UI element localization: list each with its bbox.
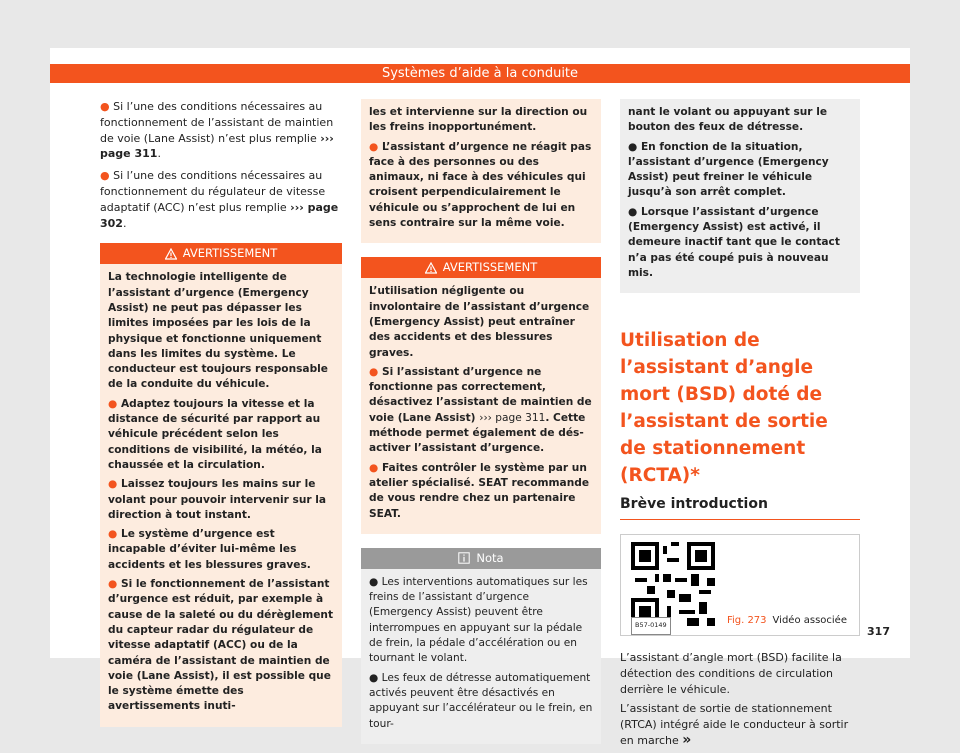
info-icon: [458, 552, 470, 564]
figure-caption: Fig. 273 Vidéo associée: [726, 615, 847, 627]
list-item: ● Si le fonctionnement de l’assistant d’urgence est réduit, par exemple à cause de la saleté ou du dérèglement du capteur radar du régulateur de vitesse adaptatif (ACC) ou de la caméra de l’assistant de maintien de voie (Lane Assist), il est possible que le système émette des avertissements inuti-: [108, 578, 334, 713]
list-item: ● Le système d’urgence est incapable d’éviter lui-même les accidents et les blessures graves.: [108, 528, 311, 571]
paragraph: L’assistant d’angle mort (BSD) facilite la détection des conditions de circulation derrière le véhicule.: [620, 651, 842, 696]
warning-box: [100, 243, 342, 726]
bullet-icon: ●: [100, 169, 114, 183]
page-link[interactable]: ››› page 311: [479, 411, 546, 424]
column-3: [620, 99, 860, 753]
list-item: ● Si l’une des conditions nécessaires au fonctionnement du régulateur de vitesse adaptatif (ACC) n’est plus remplie ››› page 302.: [100, 169, 339, 230]
bullet-icon: ●: [369, 575, 382, 588]
bullet-icon: ●: [369, 140, 382, 153]
list-item: ● Les interventions automatiques sur les freins de l’assistant d’urgence (Emergency Assist) peuvent être interrompues en appuyant sur la pédale de frein, la pédale d’accélération ou en tournant le volant.: [369, 575, 588, 665]
list-item: ● Si l’une des conditions nécessaires au fonctionnement de l’assistant de maintien de voie (Lane Assist) n’est plus remplie ››› page 311.: [100, 100, 334, 161]
bullet-icon: ●: [100, 100, 114, 113]
section-header: Systèmes d’aide à la conduite: [50, 64, 910, 83]
bullet-icon: ●: [628, 205, 641, 218]
warning-box: [361, 257, 601, 533]
column-2: [361, 99, 601, 744]
list-item: ● En fonction de la situation, l’assistant d’urgence (Emergency Assist) peut freiner le véhicule jusqu’à son arrêt complet.: [628, 140, 829, 199]
bullet-icon: ●: [369, 671, 382, 684]
figure-code: B57-0149: [631, 617, 671, 635]
continue-icon: »: [682, 732, 692, 749]
note-title: Nota: [361, 548, 601, 569]
warning-title: AVERTISSEMENT: [361, 257, 601, 278]
bullet-icon: ●: [108, 528, 121, 541]
list-item: ● Adaptez toujours la vitesse et la distance de sécurité par rapport au véhicule précédent selon les conditions de visibilité, la météo, la chaussée et la circulation.: [108, 397, 322, 471]
warning-intro: La technologie intelligente de l’assistant d’urgence (Emergency Assist) ne peut pas dépasser les limites imposées par les lois de la physique et fonctionne uniquement dans les limites du système. Le conducteur est toujours responsable de la conduite du véhicule.: [108, 271, 328, 391]
manual-page: [50, 48, 910, 749]
figure-273: [620, 534, 860, 636]
note-box: [361, 548, 601, 744]
warning-triangle-icon: [165, 248, 177, 260]
bullet-icon: ●: [369, 461, 382, 474]
body-text: [620, 650, 860, 749]
bullet-icon: ●: [369, 365, 382, 378]
bullet-icon: ●: [628, 140, 641, 153]
page-link[interactable]: ››› page 302: [100, 200, 339, 230]
list-item: ● Faites contrôler le système par un atelier spécialisé. SEAT recommande de vous rendre chez un partenaire SEAT.: [369, 461, 590, 520]
column-1: [100, 99, 342, 727]
list-item: ● L’assistant d’urgence ne réagit pas face à des personnes ou des animaux, ni face à des véhicules qui croisent perpendiculairement le véhicule ou s’approchent de lui en sens contraire sur la même voie.: [369, 140, 592, 230]
subsection-heading: Brève introduction: [620, 497, 860, 520]
note-continued: nant le volant ou appuyant sur le bouton des feux de détresse. ● En fonction de la situation, l’assistant d’urgence (Emergency Assist) peut freiner le véhicule jusqu’à son arrêt complet. ● Lorsque l’assistant d’urgence (Emergency Assist) est activé, il demeure inactif tant que le contact n’a pas été coupé puis à nouveau mis.: [620, 99, 860, 293]
bullet-icon: ●: [108, 578, 121, 591]
warning-title: AVERTISSEMENT: [100, 243, 342, 264]
section-heading: Utilisation de l’assistant d’angle mort (BSD) doté de l’assistant de sortie de stationnement (RCTA)*: [620, 330, 828, 487]
page-number: 317: [867, 625, 890, 638]
list-item: ● Lorsque l’assistant d’urgence (Emergency Assist) est activé, il demeure inactif tant que le contact n’a pas été coupé puis à nouveau mis.: [628, 205, 840, 279]
warning-triangle-icon: [425, 262, 437, 274]
page-link[interactable]: ››› page 311: [100, 131, 334, 161]
list-item: ● Si l’assistant d’urgence ne fonctionne pas correctement, désactivez l’assistant de maintien de voie (Lane Assist) ››› page 311. Cette méthode permet également de désactiver l’assistant d’urgence.: [369, 365, 592, 455]
list-item: ● Les feux de détresse automatiquement activés peuvent être désactivés en appuyant sur l’accélérateur ou le frein, en tour-: [369, 671, 593, 730]
qr-code-icon[interactable]: [631, 541, 715, 627]
list-item: ● Laissez toujours les mains sur le volant pour pouvoir intervenir sur la direction à tout instant.: [108, 478, 327, 521]
warning-intro: L’utilisation négligente ou involontaire de l’assistant d’urgence (Emergency Assist) peut entraîner des accidents et des blessures graves.: [369, 285, 590, 359]
bullet-icon: ●: [108, 397, 121, 410]
bullet-icon: ●: [108, 478, 121, 491]
paragraph: L’assistant de sortie de stationnement (RTCA) intégré aide le conducteur à sortir en marche »: [620, 702, 849, 749]
warning-continued: les et intervienne sur la direction ou les freins inopportunément. ● L’assistant d’urgence ne réagit pas face à des personnes ou des animaux, ni face à des véhicules qui croisent perpendiculairement le véhicule ou s’approchent de lui en sens contraire sur la même voie.: [361, 99, 601, 243]
